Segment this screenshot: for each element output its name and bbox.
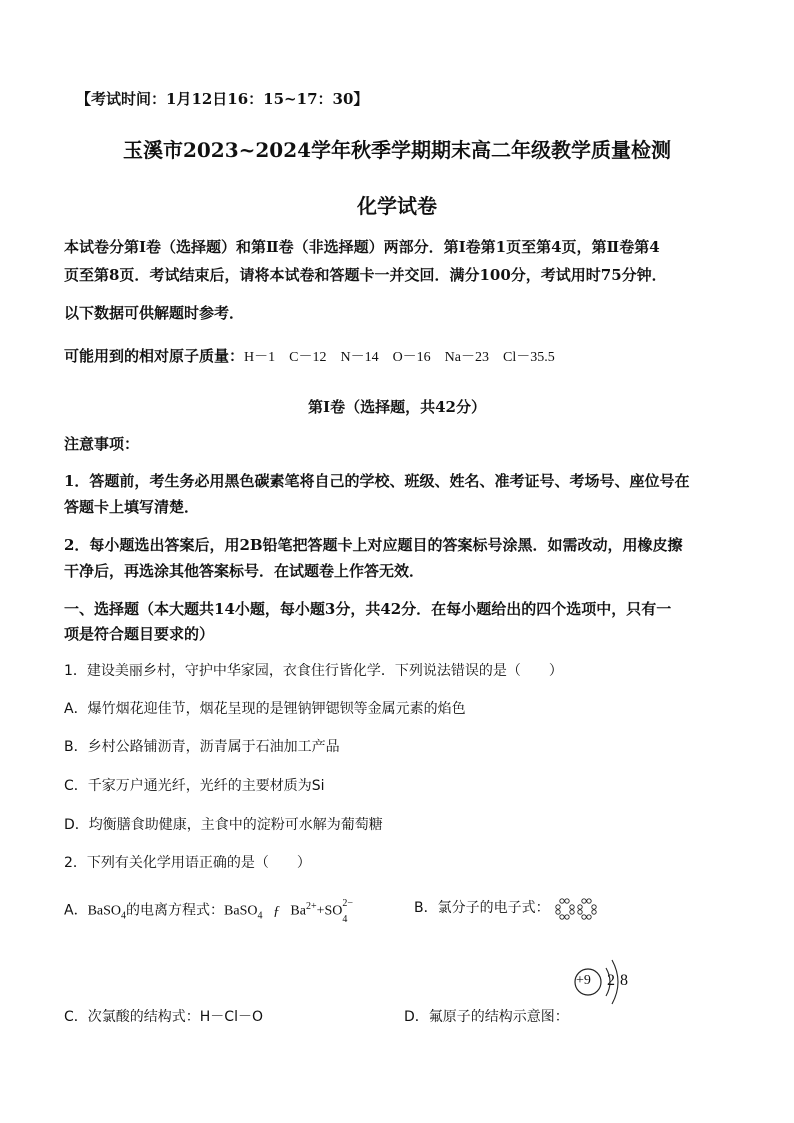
atom-shell-1: 2: [607, 972, 615, 989]
q2-a-so-sub: 4: [342, 913, 348, 925]
q2-a-sub1: 4: [121, 910, 127, 922]
intro-line-3: 以下数据可供解题时参考．: [64, 304, 245, 322]
intro-line-1: 本试卷分第Ⅰ卷（选择题）和第Ⅱ卷（非选择题）两部分．第Ⅰ卷第1页至第4页，第Ⅱ卷第4: [64, 238, 660, 256]
q2-a-so-scripts: [342, 897, 356, 925]
q2-option-d: D．氟原子的结构示意图：: [404, 1009, 569, 1025]
atomic-mass-line: [64, 345, 555, 369]
q2-a-so: +SO: [316, 903, 343, 919]
q1-option-c: C．千家万户通光纤，光纤的主要材质为Si: [64, 778, 325, 794]
q2-b-text: B．氯分子的电子式：: [414, 900, 550, 916]
note-2-line-1: 2．每小题选出答案后，用2B铅笔把答题卡上对应题目的答案标号涂黑．如需改动，用橡皮擦: [64, 536, 683, 554]
q2-a-arrow: ƒ: [272, 903, 280, 919]
q2-option-c: C．次氯酸的结构式：H－Cl－O: [64, 1009, 263, 1025]
note-1-line-2: 答题卡上填写清楚．: [64, 498, 200, 516]
atomic-mass-values: H－1 C－12 N－14 O－16 Na－23 Cl－35.5: [244, 350, 555, 365]
fluorine-atom-diagram: [566, 950, 646, 1020]
q2-a-ba: Ba: [290, 903, 306, 919]
q2-stem: 2．下列有关化学用语正确的是（ ）: [64, 855, 311, 871]
atom-nucleus: +9: [576, 973, 591, 988]
chlorine-electron-dots-icon: [554, 896, 602, 920]
q1-stem: 1．建设美丽乡村，守护中华家园，衣食住行皆化学．下列说法错误的是（ ）: [64, 663, 563, 679]
atom-shell-2: 8: [620, 972, 628, 989]
section-heading: 第Ⅰ卷（选择题，共42分）: [308, 398, 486, 416]
q1-option-d: D．均衡膳食助健康，主食中的淀粉可水解为葡萄糖: [64, 817, 383, 833]
atomic-mass-label: 可能用到的相对原子质量：: [64, 347, 245, 365]
exam-time: 【考试时间：1月12日16：15~17：30】: [76, 90, 369, 108]
q2-a-text: 的电离方程式：: [126, 902, 225, 919]
q2-a-prefix: A．: [64, 902, 88, 919]
q2-a-formula2: BaSO: [224, 903, 258, 919]
q2-a-sub2: 4: [257, 910, 263, 922]
exam-subject: 化学试卷: [357, 194, 437, 218]
part1-line-1: 一、选择题（本大题共14小题，每小题3分，共42分．在每小题给出的四个选项中，只有一: [64, 600, 672, 618]
q2-a-so-sup: 2−: [342, 897, 354, 909]
intro-line-2: 页至第8页．考试结束后，请将本试卷和答题卡一并交回．满分100分，考试用时75分钟．: [64, 266, 667, 284]
q1-option-a: A．爆竹烟花迎佳节，烟花呈现的是锂钠钾锶钡等金属元素的焰色: [64, 701, 466, 717]
note-2-line-2: 干净后，再选涂其他答案标号．在试题卷上作答无效．: [64, 562, 425, 580]
q2-a-formula1: BaSO: [87, 903, 122, 919]
note-1-line-1: 1．答题前，考生务必用黑色碳素笔将自己的学校、班级、姓名、准考证号、考场号、座位号在: [64, 472, 690, 490]
part1-line-2: 项是符合题目要求的）: [64, 625, 215, 643]
q1-option-b: B．乡村公路铺沥青，沥青属于石油加工产品: [64, 739, 340, 755]
notes-label: 注意事项：: [64, 435, 140, 453]
q2-option-a: [64, 896, 356, 927]
exam-title: 玉溪市2023~2024学年秋季学期期末高二年级教学质量检测: [122, 138, 672, 162]
q2-a-ba-sup: 2+: [305, 901, 317, 912]
q2-option-b: [414, 896, 602, 920]
